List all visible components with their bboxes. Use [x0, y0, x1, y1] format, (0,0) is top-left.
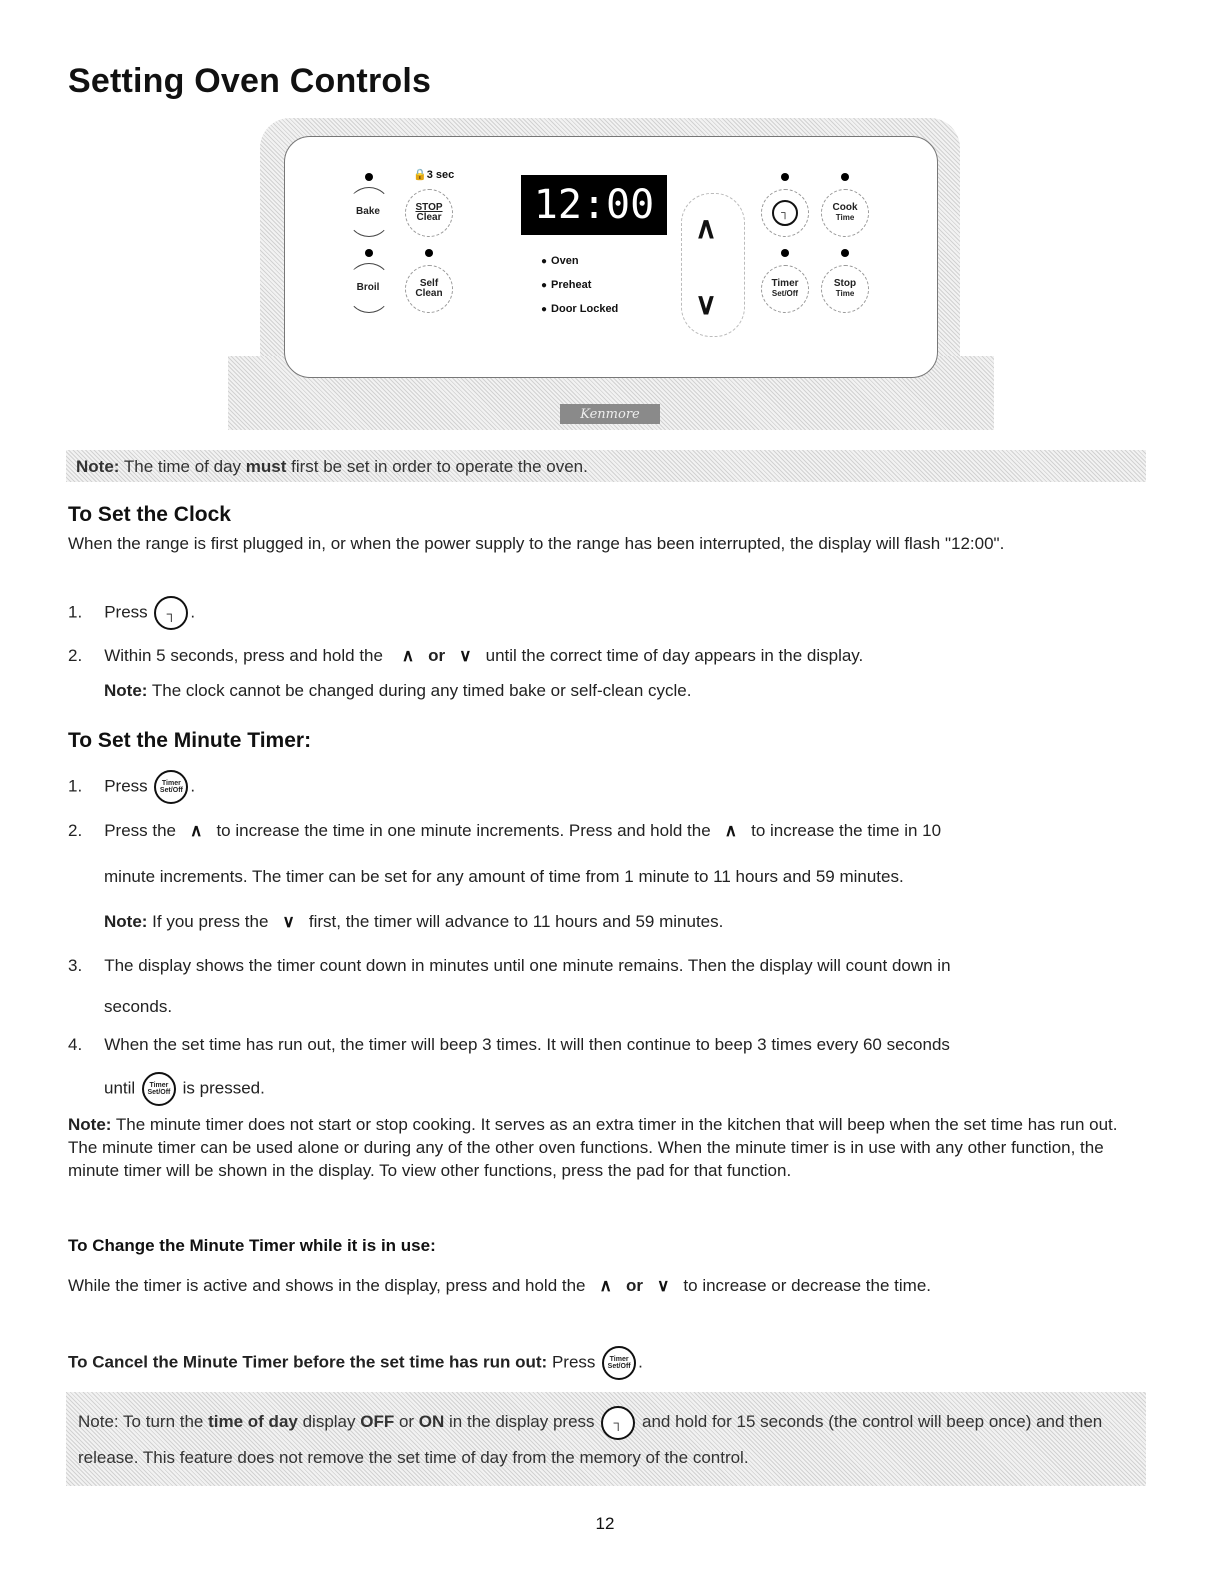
broil-button[interactable]: Broil	[345, 265, 391, 311]
timer-set-off-icon: Timer Set/Off	[154, 770, 188, 804]
timer-heading: To Set the Minute Timer:	[68, 729, 312, 752]
clock-icon: ┐	[601, 1406, 635, 1440]
timer-step-2: 2. Press the ∧ to increase the time in one minute increments. Press and hold the ∧ to increase the time in 10	[68, 821, 942, 840]
note-text-end: first be set in order to operate the oven.	[286, 457, 588, 476]
note-bar-top	[66, 450, 1146, 482]
timer-step-2-cont: minute increments. The timer can be set for any amount of time from 1 minute to 11 hours and 59 minutes.	[104, 867, 904, 886]
page-number: 12	[595, 1514, 615, 1533]
stop-time-indicator-dot	[841, 249, 849, 257]
down-arrow-icon: ∨	[656, 1276, 670, 1295]
down-arrow-button[interactable]: ∨	[695, 288, 717, 321]
clock-step-1: 1. Press ┐ .	[68, 596, 195, 630]
stop-time-button[interactable]: Stop Time	[821, 265, 869, 313]
indicator-door-locked: ● Door Locked	[541, 303, 618, 315]
timer-note: Note: The minute timer does not start or stop cooking. It serves as an extra timer in the kitchen that will beep when the set time has run out. The minute timer can be used alone or during any of the other oven functions. When the minute timer is in use with any other function, the minute timer will be shown in the display. To view other functions, press the pad for that function.	[68, 1115, 1118, 1180]
bake-indicator-dot	[365, 173, 373, 181]
timer-step-2-note: Note: If you press the ∨ first, the timer will advance to 11 hours and 59 minutes.	[104, 912, 724, 931]
cook-time-indicator-dot	[841, 173, 849, 181]
timer-step-4: 4. When the set time has run out, the timer will beep 3 times. It will then continue to beep 3 times every 60 seconds	[68, 1035, 950, 1054]
down-arrow-icon: ∨	[282, 912, 295, 931]
oven-display: 12:00	[521, 175, 667, 235]
indicator-oven: ● Oven	[541, 255, 579, 267]
cancel-timer-line: To Cancel the Minute Timer before the set time has run out: Press Timer Set/Off .	[68, 1346, 643, 1380]
timer-step-4-cont: until Timer Set/Off is pressed.	[104, 1072, 265, 1106]
clock-indicator-dot	[781, 173, 789, 181]
down-arrow-icon: ∨	[459, 646, 472, 665]
clock-icon: ┐	[154, 596, 188, 630]
bake-arc-bottom-icon	[347, 193, 391, 237]
clock-button[interactable]	[761, 189, 809, 237]
control-panel-illustration	[228, 118, 994, 430]
clock-step-2: 2. Within 5 seconds, press and hold the ∧ or ∨ until the correct time of day appears in the display.	[68, 646, 864, 665]
up-arrow-icon: ∧	[599, 1276, 612, 1295]
up-arrow-icon: ∧	[401, 646, 415, 665]
timer-step-3: 3. The display shows the timer count down in minutes until one minute remains. Then the display will count down in	[68, 956, 951, 975]
clock-note: Note: The clock cannot be changed during any timed bake or self-clean cycle.	[104, 681, 692, 700]
self-clean-indicator-dot	[425, 249, 433, 257]
timer-step-3-cont: seconds.	[104, 997, 173, 1016]
lock-icon: 🔒	[413, 169, 427, 181]
timer-indicator-dot	[781, 249, 789, 257]
broil-indicator-dot	[365, 249, 373, 257]
page-title: Setting Oven Controls	[68, 62, 432, 100]
note-text: The time of day	[119, 457, 246, 476]
timer-set-off-icon: Timer Set/Off	[142, 1072, 176, 1106]
clock-intro: When the range is first plugged in, or when the power supply to the range has been interrupted, the display will flash "12:00".	[68, 534, 1005, 553]
up-arrow-button[interactable]: ∧	[695, 212, 717, 245]
up-arrow-icon: ∧	[724, 821, 738, 840]
timer-set-off-icon: Timer Set/Off	[602, 1346, 636, 1380]
timer-set-off-button[interactable]: Timer Set/Off	[761, 265, 809, 313]
change-timer-heading: To Change the Minute Timer while it is in use:	[68, 1236, 436, 1255]
clock-heading: To Set the Clock	[68, 503, 231, 526]
stop-clear-button[interactable]: STOP Clear	[405, 189, 453, 237]
broil-arc-bottom-icon	[347, 269, 391, 313]
clock-icon: ┐	[772, 200, 798, 226]
change-timer-text: While the timer is active and shows in the display, press and hold the ∧ or ∨ to increase or decrease the time.	[68, 1276, 931, 1295]
cancel-timer-heading: To Cancel the Minute Timer before the set time has run out:	[68, 1352, 548, 1372]
self-clean-button[interactable]: Self Clean	[405, 265, 453, 313]
cook-time-button[interactable]: Cook Time	[821, 189, 869, 237]
note-lead: Note:	[76, 457, 120, 476]
kenmore-logo: Kenmore	[560, 404, 660, 424]
bake-button[interactable]: Bake	[345, 189, 391, 235]
lock-label: 🔒3 sec	[413, 169, 455, 181]
up-arrow-icon: ∧	[190, 821, 203, 840]
panel-face	[284, 136, 938, 378]
timer-step-1: 1. Press Timer Set/Off .	[68, 770, 195, 804]
note-emphasis: must	[245, 457, 287, 476]
indicator-preheat: ● Preheat	[541, 279, 591, 291]
note-bar-bottom: Note: To turn the time of day display OFF or ON in the display press ┐ and hold for 15 seconds (the control will beep once) and then release. This feature does not remove the set time of day from the memory of the control.	[66, 1392, 1146, 1486]
